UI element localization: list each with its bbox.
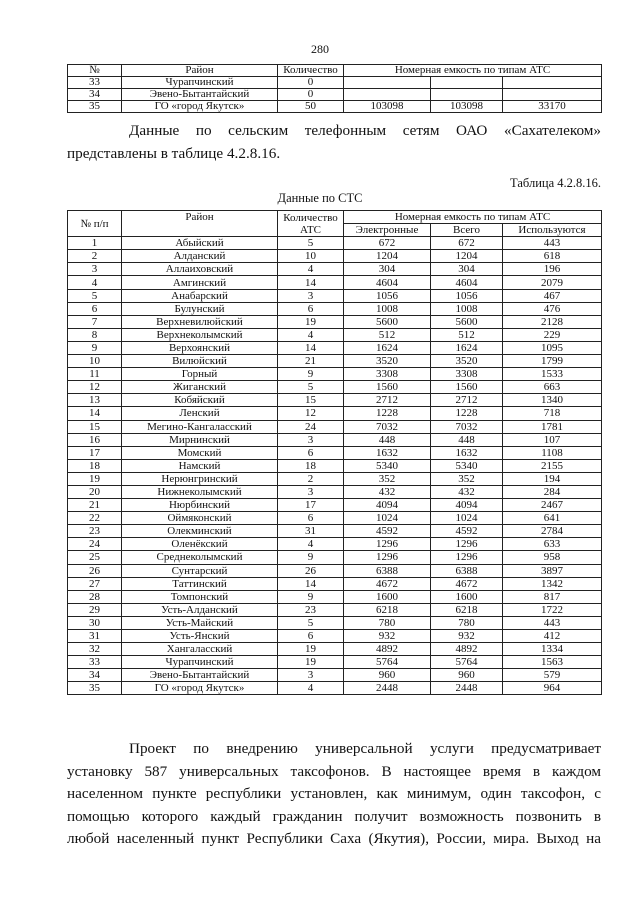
table-cell: 448 bbox=[344, 433, 431, 446]
table-cell: 1108 bbox=[503, 446, 602, 459]
table-row bbox=[68, 341, 602, 354]
table-row bbox=[68, 459, 602, 472]
table-cell: 31 bbox=[278, 525, 344, 538]
table-cell: Усть-Алданский bbox=[122, 603, 278, 616]
table-cell bbox=[503, 89, 602, 101]
table-cell: 194 bbox=[503, 472, 602, 485]
table-cell: 2448 bbox=[431, 682, 503, 695]
table-cell: 4592 bbox=[431, 525, 503, 538]
table-cell: 18 bbox=[278, 459, 344, 472]
table-cell: 960 bbox=[344, 669, 431, 682]
table-cell bbox=[431, 89, 503, 101]
table-cell: 7032 bbox=[431, 420, 503, 433]
table-cell: 9 bbox=[278, 590, 344, 603]
table-cell: 4892 bbox=[431, 643, 503, 656]
table-row bbox=[68, 577, 602, 590]
table-cell: 3897 bbox=[503, 564, 602, 577]
table-cell: 26 bbox=[278, 564, 344, 577]
table-cell: 6 bbox=[278, 512, 344, 525]
table-cell: 26 bbox=[68, 564, 122, 577]
table-cell: 24 bbox=[68, 538, 122, 551]
table-cell: 4672 bbox=[344, 577, 431, 590]
table-cell: 817 bbox=[503, 590, 602, 603]
table-cell: Таттинский bbox=[122, 577, 278, 590]
table-row bbox=[68, 420, 602, 433]
table-cell: Сунтарский bbox=[122, 564, 278, 577]
table-cell: Верхоянский bbox=[122, 341, 278, 354]
table-cell: 5 bbox=[68, 289, 122, 302]
table-cell: 17 bbox=[68, 446, 122, 459]
table-row bbox=[68, 381, 602, 394]
table-cell: Булунский bbox=[122, 302, 278, 315]
table-cell: 1228 bbox=[344, 407, 431, 420]
table-row bbox=[68, 446, 602, 459]
table-cell: 3308 bbox=[431, 368, 503, 381]
table-row bbox=[68, 368, 602, 381]
table-cell: 304 bbox=[344, 263, 431, 276]
table-row bbox=[68, 682, 602, 695]
table-cell: 284 bbox=[503, 485, 602, 498]
table-cell: 780 bbox=[431, 616, 503, 629]
table-cell: Вилюйский bbox=[122, 355, 278, 368]
table-cell: 23 bbox=[68, 525, 122, 538]
table-top bbox=[67, 64, 602, 113]
table-cell: Олекминский bbox=[122, 525, 278, 538]
table-cell: Эвено-Бытантайский bbox=[122, 669, 278, 682]
table-cell: 8 bbox=[68, 328, 122, 341]
table-cell: 1056 bbox=[344, 289, 431, 302]
table-cell: 103098 bbox=[431, 101, 503, 113]
table-top-h-num: № bbox=[68, 65, 122, 77]
table-cell: 4592 bbox=[344, 525, 431, 538]
table-cell: 1296 bbox=[344, 551, 431, 564]
table-row bbox=[68, 630, 602, 643]
table-cell: 4 bbox=[68, 276, 122, 289]
table-cell: 19 bbox=[278, 656, 344, 669]
table-cell: Горный bbox=[122, 368, 278, 381]
table-cell: 13 bbox=[68, 394, 122, 407]
table-cell: 6388 bbox=[344, 564, 431, 577]
table-row bbox=[68, 355, 602, 368]
table-cell: 467 bbox=[503, 289, 602, 302]
table-cell: Мирнинский bbox=[122, 433, 278, 446]
table-row bbox=[68, 302, 602, 315]
table-row bbox=[68, 564, 602, 577]
table-cell: 29 bbox=[68, 603, 122, 616]
table-cell: 19 bbox=[278, 643, 344, 656]
table-cell: Анабарский bbox=[122, 289, 278, 302]
table-cell: 512 bbox=[431, 328, 503, 341]
table-row bbox=[68, 263, 602, 276]
table-row bbox=[68, 590, 602, 603]
table-main-h-electronic: Электронные bbox=[344, 224, 431, 237]
table-cell: 33170 bbox=[503, 101, 602, 113]
table-row bbox=[68, 433, 602, 446]
table-cell: 6 bbox=[278, 446, 344, 459]
table-cell: 718 bbox=[503, 407, 602, 420]
table-row bbox=[68, 276, 602, 289]
table-cell: ГО «город Якутск» bbox=[122, 682, 278, 695]
table-cell: 2155 bbox=[503, 459, 602, 472]
table-cell: 958 bbox=[503, 551, 602, 564]
table-cell: 2784 bbox=[503, 525, 602, 538]
table-cell: Среднеколымский bbox=[122, 551, 278, 564]
table-cell: 35 bbox=[68, 101, 122, 113]
table-cell: 633 bbox=[503, 538, 602, 551]
table-cell: 780 bbox=[344, 616, 431, 629]
table-top-h-capacity: Номерная емкость по типам АТС bbox=[344, 65, 602, 77]
table-cell: 17 bbox=[278, 499, 344, 512]
table-cell: 5600 bbox=[431, 315, 503, 328]
paragraph-line: Данные по сельским телефонным сетям ОАО «Сахателеком» bbox=[129, 122, 601, 139]
table-cell: 352 bbox=[431, 472, 503, 485]
table-cell: 512 bbox=[344, 328, 431, 341]
table-cell: 2448 bbox=[344, 682, 431, 695]
table-cell: 107 bbox=[503, 433, 602, 446]
table-cell: 964 bbox=[503, 682, 602, 695]
table-main-h-used: Используются bbox=[503, 224, 602, 237]
table-cell: 1095 bbox=[503, 341, 602, 354]
table-cell: Верхнеколымский bbox=[122, 328, 278, 341]
table-cell: 103098 bbox=[344, 101, 431, 113]
table-cell: 3308 bbox=[344, 368, 431, 381]
table-top-header bbox=[68, 65, 602, 77]
table-cell: Эвено-Бытантайский bbox=[122, 89, 278, 101]
table-cell: 1056 bbox=[431, 289, 503, 302]
table-title: Данные по СТС bbox=[277, 191, 363, 205]
table-cell: Томпонский bbox=[122, 590, 278, 603]
table-cell: 1600 bbox=[344, 590, 431, 603]
table-main-header-row1 bbox=[68, 211, 602, 224]
table-cell: 6 bbox=[278, 630, 344, 643]
table-cell: 30 bbox=[68, 616, 122, 629]
table-cell: 4892 bbox=[344, 643, 431, 656]
table-cell: 1600 bbox=[431, 590, 503, 603]
table-cell: 28 bbox=[68, 590, 122, 603]
table-row bbox=[68, 77, 602, 89]
table-cell: 19 bbox=[68, 472, 122, 485]
table-cell: 579 bbox=[503, 669, 602, 682]
table-cell: 27 bbox=[68, 577, 122, 590]
table-cell: 9 bbox=[278, 551, 344, 564]
table-row bbox=[68, 237, 602, 250]
table-cell: 196 bbox=[503, 263, 602, 276]
table-cell: 476 bbox=[503, 302, 602, 315]
table-main-h-total: Всего bbox=[431, 224, 503, 237]
paragraph-line: установку 587 универсальных таксофонов. В настоящее время в каждом bbox=[67, 762, 601, 780]
table-cell: 1722 bbox=[503, 603, 602, 616]
table-cell: 2712 bbox=[431, 394, 503, 407]
table-cell: 932 bbox=[431, 630, 503, 643]
table-cell: 1296 bbox=[431, 551, 503, 564]
table-row bbox=[68, 394, 602, 407]
table-cell: 14 bbox=[278, 276, 344, 289]
table-cell: 1204 bbox=[431, 250, 503, 263]
table-cell: 3 bbox=[278, 289, 344, 302]
table-cell: 0 bbox=[278, 77, 344, 89]
table-cell: 12 bbox=[68, 381, 122, 394]
table-cell: Оймяконский bbox=[122, 512, 278, 525]
table-top-body bbox=[68, 77, 602, 113]
table-cell: 1340 bbox=[503, 394, 602, 407]
table-cell: 432 bbox=[344, 485, 431, 498]
table-cell: 4094 bbox=[431, 499, 503, 512]
table-main bbox=[67, 210, 602, 695]
table-cell: 24 bbox=[278, 420, 344, 433]
table-cell: Алданский bbox=[122, 250, 278, 263]
table-cell: Жиганский bbox=[122, 381, 278, 394]
table-cell: Нюрбинский bbox=[122, 499, 278, 512]
table-cell: Верхневилюйский bbox=[122, 315, 278, 328]
paragraph-project bbox=[67, 738, 601, 851]
table-caption: Таблица 4.2.8.16. bbox=[510, 176, 601, 190]
table-row bbox=[68, 656, 602, 669]
table-cell: 20 bbox=[68, 485, 122, 498]
table-cell: 1342 bbox=[503, 577, 602, 590]
paragraph-line: населенном пункте республики установлен, как минимум, один таксофон, с bbox=[67, 785, 601, 802]
table-main-h-district: Район bbox=[122, 211, 278, 237]
table-cell bbox=[503, 77, 602, 89]
table-cell: 2 bbox=[278, 472, 344, 485]
table-cell: 15 bbox=[68, 420, 122, 433]
table-cell: 5764 bbox=[344, 656, 431, 669]
table-cell: 1204 bbox=[344, 250, 431, 263]
table-cell: 14 bbox=[278, 577, 344, 590]
table-cell: 5340 bbox=[344, 459, 431, 472]
table-cell: 1008 bbox=[431, 302, 503, 315]
paragraph-line: представлены в таблице 4.2.8.16. bbox=[67, 144, 281, 162]
table-cell: 641 bbox=[503, 512, 602, 525]
table-cell: 21 bbox=[68, 499, 122, 512]
table-cell: 33 bbox=[68, 77, 122, 89]
table-row bbox=[68, 525, 602, 538]
table-cell: 14 bbox=[278, 341, 344, 354]
table-cell: 1296 bbox=[344, 538, 431, 551]
table-cell: 663 bbox=[503, 381, 602, 394]
table-cell: Кобяйский bbox=[122, 394, 278, 407]
table-row bbox=[68, 616, 602, 629]
table-cell bbox=[431, 77, 503, 89]
table-cell: 21 bbox=[278, 355, 344, 368]
table-cell: 10 bbox=[278, 250, 344, 263]
table-cell: Усть-Янский bbox=[122, 630, 278, 643]
table-cell: 12 bbox=[278, 407, 344, 420]
table-row bbox=[68, 89, 602, 101]
table-cell: 32 bbox=[68, 643, 122, 656]
table-row bbox=[68, 512, 602, 525]
table-cell: Ленский bbox=[122, 407, 278, 420]
table-main-h-num: № п/п bbox=[68, 211, 122, 237]
table-cell: Чурапчинский bbox=[122, 77, 278, 89]
table-cell: 33 bbox=[68, 656, 122, 669]
table-cell: 25 bbox=[68, 551, 122, 564]
table-cell: 672 bbox=[431, 237, 503, 250]
table-cell: 4094 bbox=[344, 499, 431, 512]
paragraph-line: Проект по внедрению универсальной услуги предусматривает bbox=[129, 740, 601, 757]
table-cell: Амгинский bbox=[122, 276, 278, 289]
table-row bbox=[68, 328, 602, 341]
table-cell: Намский bbox=[122, 459, 278, 472]
table-main-h-count: Количество АТС bbox=[278, 211, 344, 237]
table-cell: 1228 bbox=[431, 407, 503, 420]
table-cell: 229 bbox=[503, 328, 602, 341]
table-cell: 2079 bbox=[503, 276, 602, 289]
table-cell: 14 bbox=[68, 407, 122, 420]
table-cell: 5 bbox=[278, 237, 344, 250]
table-cell: 6 bbox=[278, 302, 344, 315]
table-cell: Чурапчинский bbox=[122, 656, 278, 669]
table-cell: 443 bbox=[503, 616, 602, 629]
table-cell: 3520 bbox=[344, 355, 431, 368]
table-cell: 448 bbox=[431, 433, 503, 446]
table-cell: 3520 bbox=[431, 355, 503, 368]
table-cell: 1 bbox=[68, 237, 122, 250]
table-cell: 23 bbox=[278, 603, 344, 616]
table-cell: 1296 bbox=[431, 538, 503, 551]
table-cell: 3 bbox=[278, 433, 344, 446]
table-cell: 432 bbox=[431, 485, 503, 498]
table-cell: Мегино-Кангаласский bbox=[122, 420, 278, 433]
table-top-h-district: Район bbox=[122, 65, 278, 77]
table-cell: 9 bbox=[68, 341, 122, 354]
table-cell: ГО «город Якутск» bbox=[122, 101, 278, 113]
table-cell: 7032 bbox=[344, 420, 431, 433]
table-cell: 7 bbox=[68, 315, 122, 328]
table-cell: 22 bbox=[68, 512, 122, 525]
table-cell: 6218 bbox=[344, 603, 431, 616]
table-cell: 16 bbox=[68, 433, 122, 446]
table-cell: 672 bbox=[344, 237, 431, 250]
table-main-body bbox=[68, 237, 602, 695]
table-cell: 4604 bbox=[431, 276, 503, 289]
table-row bbox=[68, 499, 602, 512]
table-cell: Аллаиховский bbox=[122, 263, 278, 276]
table-cell: Нерюнгринский bbox=[122, 472, 278, 485]
table-cell bbox=[344, 77, 431, 89]
table-cell: 4 bbox=[278, 538, 344, 551]
table-top-h-count: Количество bbox=[278, 65, 344, 77]
table-cell: 2712 bbox=[344, 394, 431, 407]
table-cell: 4672 bbox=[431, 577, 503, 590]
table-cell: 19 bbox=[278, 315, 344, 328]
table-cell: 6 bbox=[68, 302, 122, 315]
table-cell: 6388 bbox=[431, 564, 503, 577]
table-cell: 618 bbox=[503, 250, 602, 263]
table-cell: 1563 bbox=[503, 656, 602, 669]
table-cell: 2128 bbox=[503, 315, 602, 328]
table-cell: 18 bbox=[68, 459, 122, 472]
table-cell: 1008 bbox=[344, 302, 431, 315]
table-cell: 3 bbox=[278, 669, 344, 682]
table-cell: 10 bbox=[68, 355, 122, 368]
table-row bbox=[68, 407, 602, 420]
table-cell: 4 bbox=[278, 263, 344, 276]
table-row bbox=[68, 551, 602, 564]
table-row bbox=[68, 669, 602, 682]
table-cell: 4 bbox=[278, 328, 344, 341]
table-cell: 3 bbox=[68, 263, 122, 276]
table-cell: 50 bbox=[278, 101, 344, 113]
table-cell: 5340 bbox=[431, 459, 503, 472]
table-cell: 0 bbox=[278, 89, 344, 101]
table-cell: 1560 bbox=[344, 381, 431, 394]
table-cell: Оленёкский bbox=[122, 538, 278, 551]
table-cell: 932 bbox=[344, 630, 431, 643]
table-cell: 4604 bbox=[344, 276, 431, 289]
paragraph-line: помощью которого каждый гражданин получит возможность позвонить в bbox=[67, 807, 601, 825]
table-row bbox=[68, 603, 602, 616]
table-cell: 960 bbox=[431, 669, 503, 682]
table-cell: 2467 bbox=[503, 499, 602, 512]
paragraph-intro bbox=[67, 120, 601, 165]
table-cell bbox=[344, 89, 431, 101]
table-cell: 31 bbox=[68, 630, 122, 643]
table-cell: 5 bbox=[278, 381, 344, 394]
table-cell: Момский bbox=[122, 446, 278, 459]
table-row bbox=[68, 538, 602, 551]
table-cell: 5764 bbox=[431, 656, 503, 669]
table-cell: 1632 bbox=[344, 446, 431, 459]
table-cell: Хангаласский bbox=[122, 643, 278, 656]
table-cell: 11 bbox=[68, 368, 122, 381]
table-cell: 9 bbox=[278, 368, 344, 381]
table-row bbox=[68, 315, 602, 328]
table-cell: 412 bbox=[503, 630, 602, 643]
table-cell: 34 bbox=[68, 89, 122, 101]
paragraph-line: любой населенный пункт Республики Саха (Якутия), России, мира. Выход на bbox=[67, 830, 601, 847]
table-cell: 443 bbox=[503, 237, 602, 250]
table-cell: 4 bbox=[278, 682, 344, 695]
table-cell: 1799 bbox=[503, 355, 602, 368]
table-cell: 1781 bbox=[503, 420, 602, 433]
table-cell: 35 bbox=[68, 682, 122, 695]
table-cell: 1560 bbox=[431, 381, 503, 394]
table-cell: 1632 bbox=[431, 446, 503, 459]
table-cell: 1024 bbox=[431, 512, 503, 525]
table-main-h-capacity: Номерная емкость по типам АТС bbox=[344, 211, 602, 224]
table-row bbox=[68, 101, 602, 113]
table-cell: Абыйский bbox=[122, 237, 278, 250]
table-cell: 352 bbox=[344, 472, 431, 485]
table-cell: 1624 bbox=[344, 341, 431, 354]
table-cell: 1024 bbox=[344, 512, 431, 525]
table-cell: 6218 bbox=[431, 603, 503, 616]
table-row bbox=[68, 250, 602, 263]
table-row bbox=[68, 643, 602, 656]
table-cell: 1533 bbox=[503, 368, 602, 381]
table-cell: 34 bbox=[68, 669, 122, 682]
table-cell: Усть-Майский bbox=[122, 616, 278, 629]
table-cell: 5600 bbox=[344, 315, 431, 328]
table-cell: 15 bbox=[278, 394, 344, 407]
table-cell: 1334 bbox=[503, 643, 602, 656]
table-row bbox=[68, 289, 602, 302]
table-cell: 5 bbox=[278, 616, 344, 629]
table-row bbox=[68, 485, 602, 498]
page-number: 280 bbox=[311, 42, 329, 56]
table-cell: 304 bbox=[431, 263, 503, 276]
table-cell: Нижнеколымский bbox=[122, 485, 278, 498]
table-row bbox=[68, 472, 602, 485]
table-cell: 2 bbox=[68, 250, 122, 263]
table-cell: 3 bbox=[278, 485, 344, 498]
table-cell: 1624 bbox=[431, 341, 503, 354]
